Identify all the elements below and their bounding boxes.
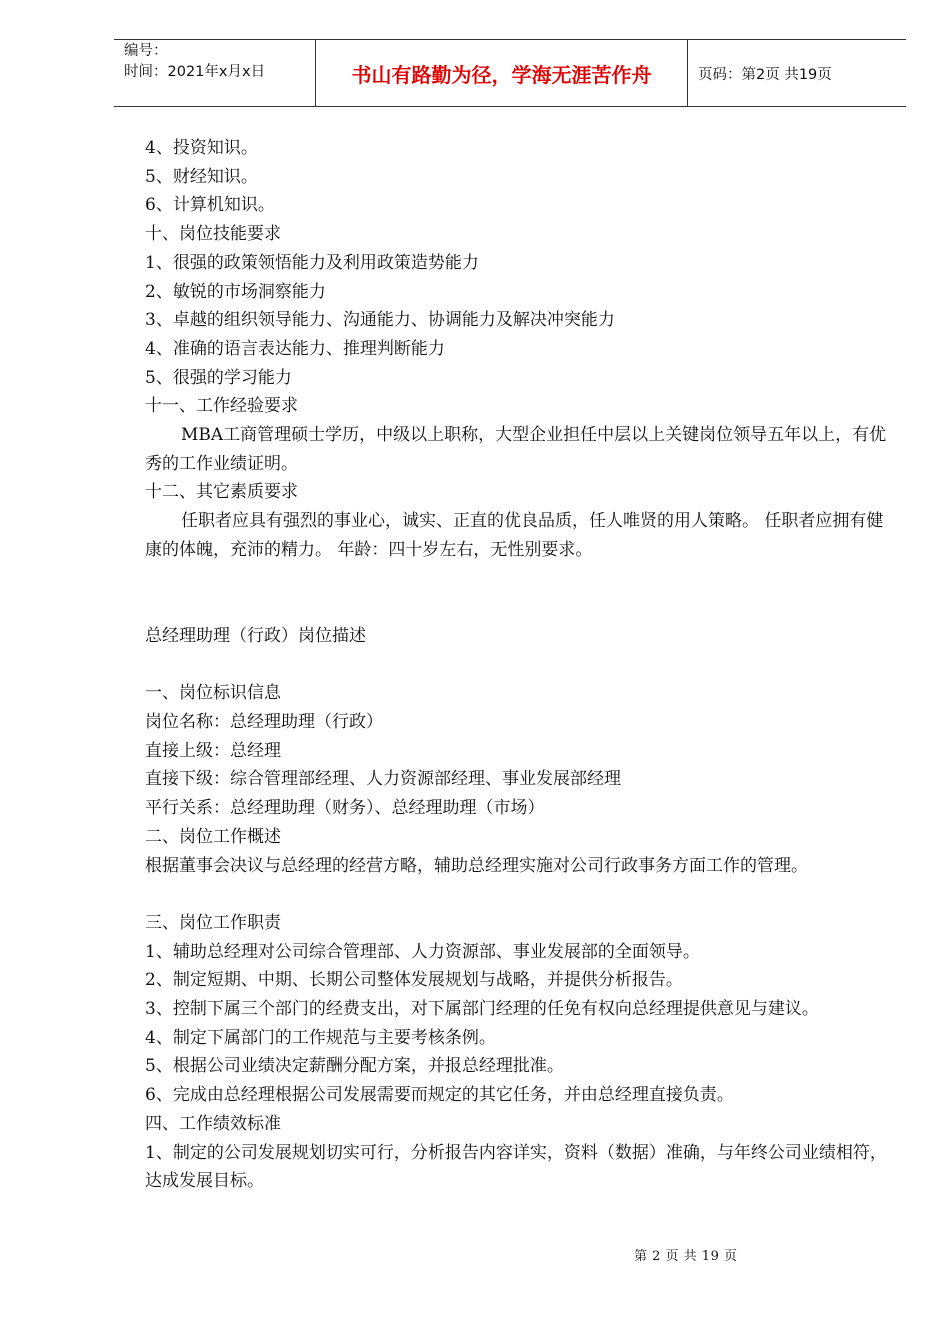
spacer (145, 565, 890, 594)
text-line: 4、准确的语言表达能力、推理判断能力 (145, 338, 445, 359)
section-heading: 三、岗位工作职责 (145, 912, 281, 933)
text-line: 5、根据公司业绩决定薪酬分配方案，并报总经理批准。 (145, 1056, 564, 1077)
header-meta (114, 40, 316, 106)
text-line: 根据董事会决议与总经理的经营方略，辅助总经理实施对公司行政事务方面工作的管理。 (145, 855, 808, 876)
experience-paragraph: MBA工商管理硕士学历，中级以上职称，大型企业担任中层以上关键岗位领导五年以上，有优秀的工作业绩证明。 (145, 425, 887, 474)
text-line: 4、制定下属部门的工作规范与主要考核条例。 (145, 1027, 496, 1048)
text-line: 2、敏锐的市场洞察能力 (145, 281, 326, 302)
section-heading: 二、岗位工作概述 (145, 826, 281, 847)
text-line: 6、计算机知识。 (145, 195, 275, 216)
spacer (145, 880, 890, 909)
section-heading: 十一、工作经验要求 (145, 396, 298, 417)
text-line: 6、完成由总经理根据公司发展需要而规定的其它任务，并由总经理直接负责。 (145, 1085, 734, 1106)
text-line: 2、制定短期、中期、长期公司整体发展规划与战略，并提供分析报告。 (145, 970, 683, 991)
text-line: 平行关系：总经理助理（财务）、总经理助理（市场） (145, 798, 545, 819)
page-header (114, 39, 906, 107)
document-body (145, 134, 890, 1196)
spacer (145, 651, 890, 680)
text-line: 3、卓越的组织领导能力、沟通能力、协调能力及解决冲突能力 (145, 310, 615, 331)
text-paragraph: 1、制定的公司发展规划切实可行，分析报告内容详实，资料（数据）准确，与年终公司业绩相符，达成发展目标。 (145, 1142, 887, 1192)
section-heading: 四、工作绩效标准 (145, 1113, 281, 1134)
page-footer: 第 2 页 共 19 页 (634, 1249, 738, 1264)
section-heading: 一、岗位标识信息 (145, 683, 281, 704)
text-line: 直接上级：总经理 (145, 740, 281, 761)
text-line: 5、财经知识。 (145, 166, 258, 187)
section-heading: 十二、其它素质要求 (145, 482, 298, 503)
spacer (145, 593, 890, 622)
text-line: 1、辅助总经理对公司综合管理部、人力资源部、事业发展部的全面领导。 (145, 941, 700, 962)
text-line: 4、投资知识。 (145, 138, 258, 158)
text-line: 岗位名称：总经理助理（行政） (145, 712, 383, 733)
document-time: 时间：2021年x月x日 (124, 64, 266, 80)
header-page-info: 页码：第2页 共19页 (698, 66, 832, 83)
header-motto: 书山有路勤为径，学海无涯苦作舟 (316, 40, 688, 106)
text-line: 1、很强的政策领悟能力及利用政策造势能力 (145, 252, 479, 273)
text-line: 直接下级：综合管理部经理、人力资源部经理、事业发展部经理 (145, 769, 621, 790)
section-heading: 十、岗位技能要求 (145, 224, 281, 245)
text-line: 5、很强的学习能力 (145, 367, 292, 388)
document-section-title: 总经理助理（行政）岗位描述 (145, 625, 366, 646)
document-number: 编号： (124, 43, 168, 59)
text-paragraph: 3、控制下属三个部门的经费支出，对下属部门经理的任免有权向总经理提供意见与建议。 (145, 999, 819, 1020)
quality-paragraph: 任职者应具有强烈的事业心，诚实、正直的优良品质，任人唯贤的用人策略。 任职者应拥有健康的体魄，充沛的精力。 年龄：四十岁左右，无性别要求。 (145, 511, 884, 560)
